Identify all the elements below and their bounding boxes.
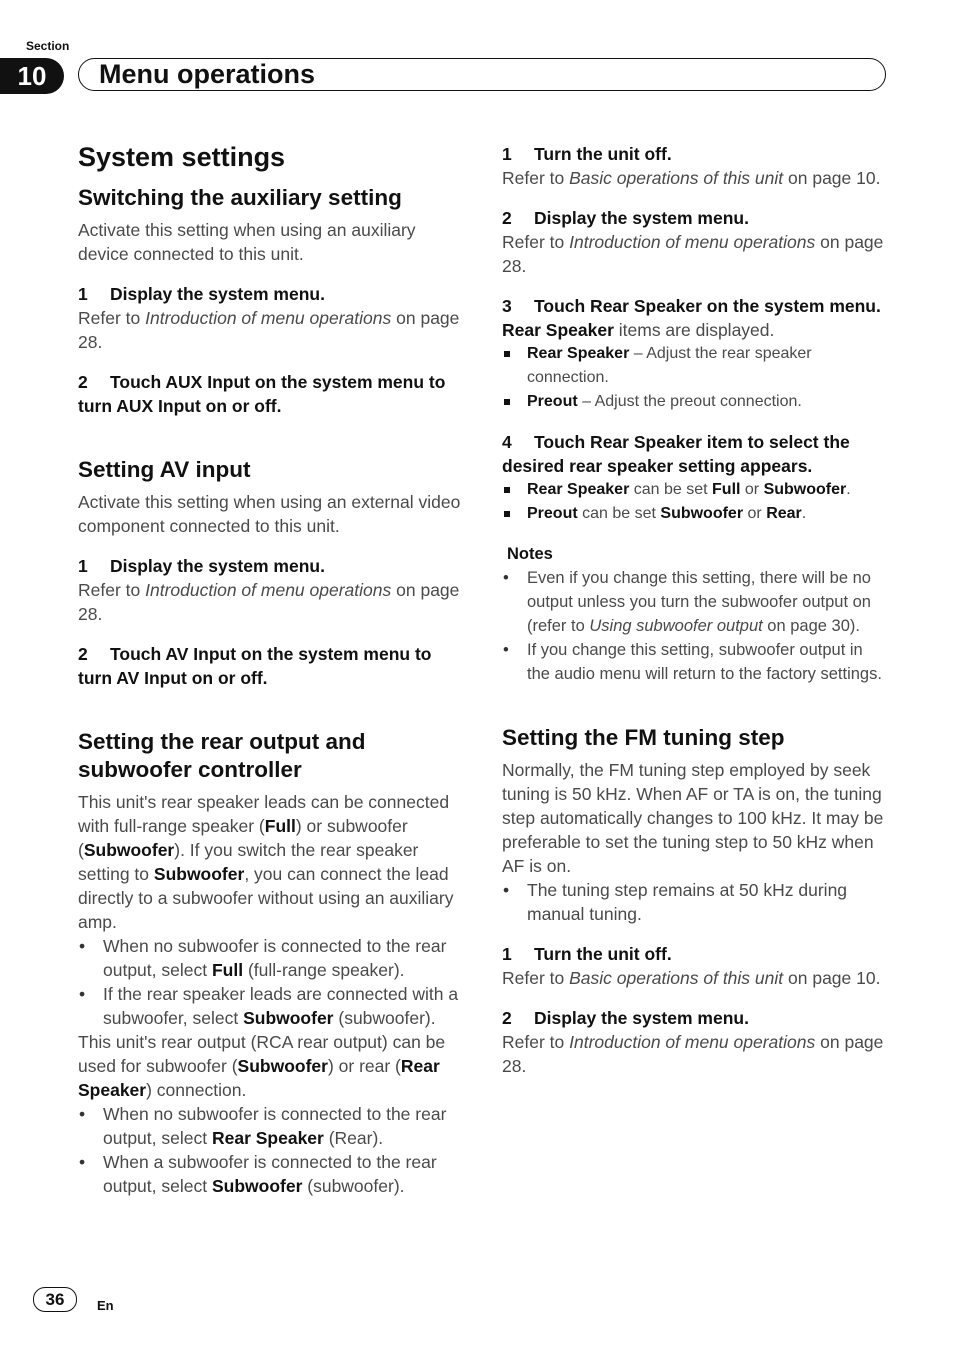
section-number-badge: 10 — [0, 58, 64, 94]
av-step-2: 2 Touch AV Input on the system menu to turn AV Input on or off. — [78, 644, 432, 688]
notes-list — [502, 566, 888, 686]
av-step-1-ref: Refer to Introduction of menu operations on page 28. — [78, 580, 460, 624]
av-intro: Activate this setting when using an external video component connected to this unit. — [78, 492, 461, 536]
aux-heading: Switching the auxiliary setting — [78, 185, 402, 210]
list-item: Rear Speaker can be set Full or Subwoofer. — [502, 478, 888, 502]
page-title: System settings — [78, 142, 286, 172]
list-item: • When a subwoofer is connected to the rear output, select Subwoofer (subwoofer). — [78, 1150, 468, 1198]
rear-step-3-text: Rear Speaker items are displayed. — [502, 320, 775, 340]
list-item: • When no subwoofer is connected to the rear output, select Rear Speaker (Rear). — [78, 1102, 468, 1150]
list-item: • If the rear speaker leads are connected with a subwoofer, select Subwoofer (subwoofer). — [78, 982, 468, 1030]
rear-paragraph-1: This unit's rear speaker leads can be connected with full-range speaker (Full) or subwoofer (Subwoofer). If you switch the rear speaker setting to Subwoofer, you can connect the lead directly to a subwoofer without using an auxiliary amp. — [78, 792, 454, 932]
left-column — [78, 140, 468, 1198]
rear-step-1: 1 Turn the unit off. — [502, 144, 672, 164]
aux-step-1: 1 Display the system menu. — [78, 284, 325, 304]
list-item: Preout can be set Subwoofer or Rear. — [502, 502, 888, 526]
rear-bullets-2 — [78, 1102, 468, 1198]
rear-step-3-items — [502, 342, 888, 414]
av-heading: Setting AV input — [78, 457, 251, 482]
rear-step-2: 2 Display the system menu. — [502, 208, 749, 228]
rear-heading: Setting the rear output and subwoofer controller — [78, 729, 366, 782]
fm-step-1-ref: Refer to Basic operations of this unit on page 10. — [502, 968, 881, 988]
rear-step-4-items — [502, 478, 888, 526]
fm-step-1: 1 Turn the unit off. — [502, 944, 672, 964]
fm-intro: Normally, the FM tuning step employed by seek tuning is 50 kHz. When AF or TA is on, the tuning step automatically changes to 100 kHz. It may be preferable to set the tuning step to 50 kHz when AF is on. — [502, 760, 884, 876]
rear-step-2-ref: Refer to Introduction of menu operations on page 28. — [502, 232, 884, 276]
list-item: • Even if you change this setting, there will be no output unless you turn the subwoofer output on (refer to Using subwoofer output on page 30). — [502, 566, 888, 638]
rear-paragraph-2: This unit's rear output (RCA rear output) can be used for subwoofer (Subwoofer) or rear (Rear Speaker) connection. — [78, 1032, 446, 1100]
list-item: Preout – Adjust the preout connection. — [502, 390, 888, 414]
chapter-title: Menu operations — [78, 58, 886, 91]
list-item: • When no subwoofer is connected to the rear output, select Full (full-range speaker). — [78, 934, 468, 982]
language-label: En — [97, 1298, 114, 1313]
rear-step-1-ref: Refer to Basic operations of this unit on page 10. — [502, 168, 881, 188]
page-number: 36 — [33, 1287, 77, 1312]
aux-step-2: 2 Touch AUX Input on the system menu to turn AUX Input on or off. — [78, 372, 446, 416]
list-item: • The tuning step remains at 50 kHz during manual tuning. — [502, 878, 888, 926]
rear-bullets-1 — [78, 934, 468, 1030]
fm-step-2-ref: Refer to Introduction of menu operations on page 28. — [502, 1032, 884, 1076]
list-item: Rear Speaker – Adjust the rear speaker connection. — [502, 342, 888, 390]
aux-step-1-ref: Refer to Introduction of menu operations on page 28. — [78, 308, 460, 352]
rear-step-4: 4 Touch Rear Speaker item to select the desired rear speaker setting appears. — [502, 432, 850, 476]
section-label: Section — [26, 39, 70, 53]
notes-title: Notes — [507, 545, 553, 563]
rear-step-3: 3 Touch Rear Speaker on the system menu. — [502, 296, 881, 316]
right-column — [502, 142, 888, 1078]
av-step-1: 1 Display the system menu. — [78, 556, 325, 576]
aux-intro: Activate this setting when using an auxiliary device connected to this unit. — [78, 220, 416, 264]
fm-heading: Setting the FM tuning step — [502, 725, 785, 750]
fm-bullets — [502, 878, 888, 926]
list-item: • If you change this setting, subwoofer output in the audio menu will return to the factory settings. — [502, 638, 888, 686]
fm-step-2: 2 Display the system menu. — [502, 1008, 749, 1028]
